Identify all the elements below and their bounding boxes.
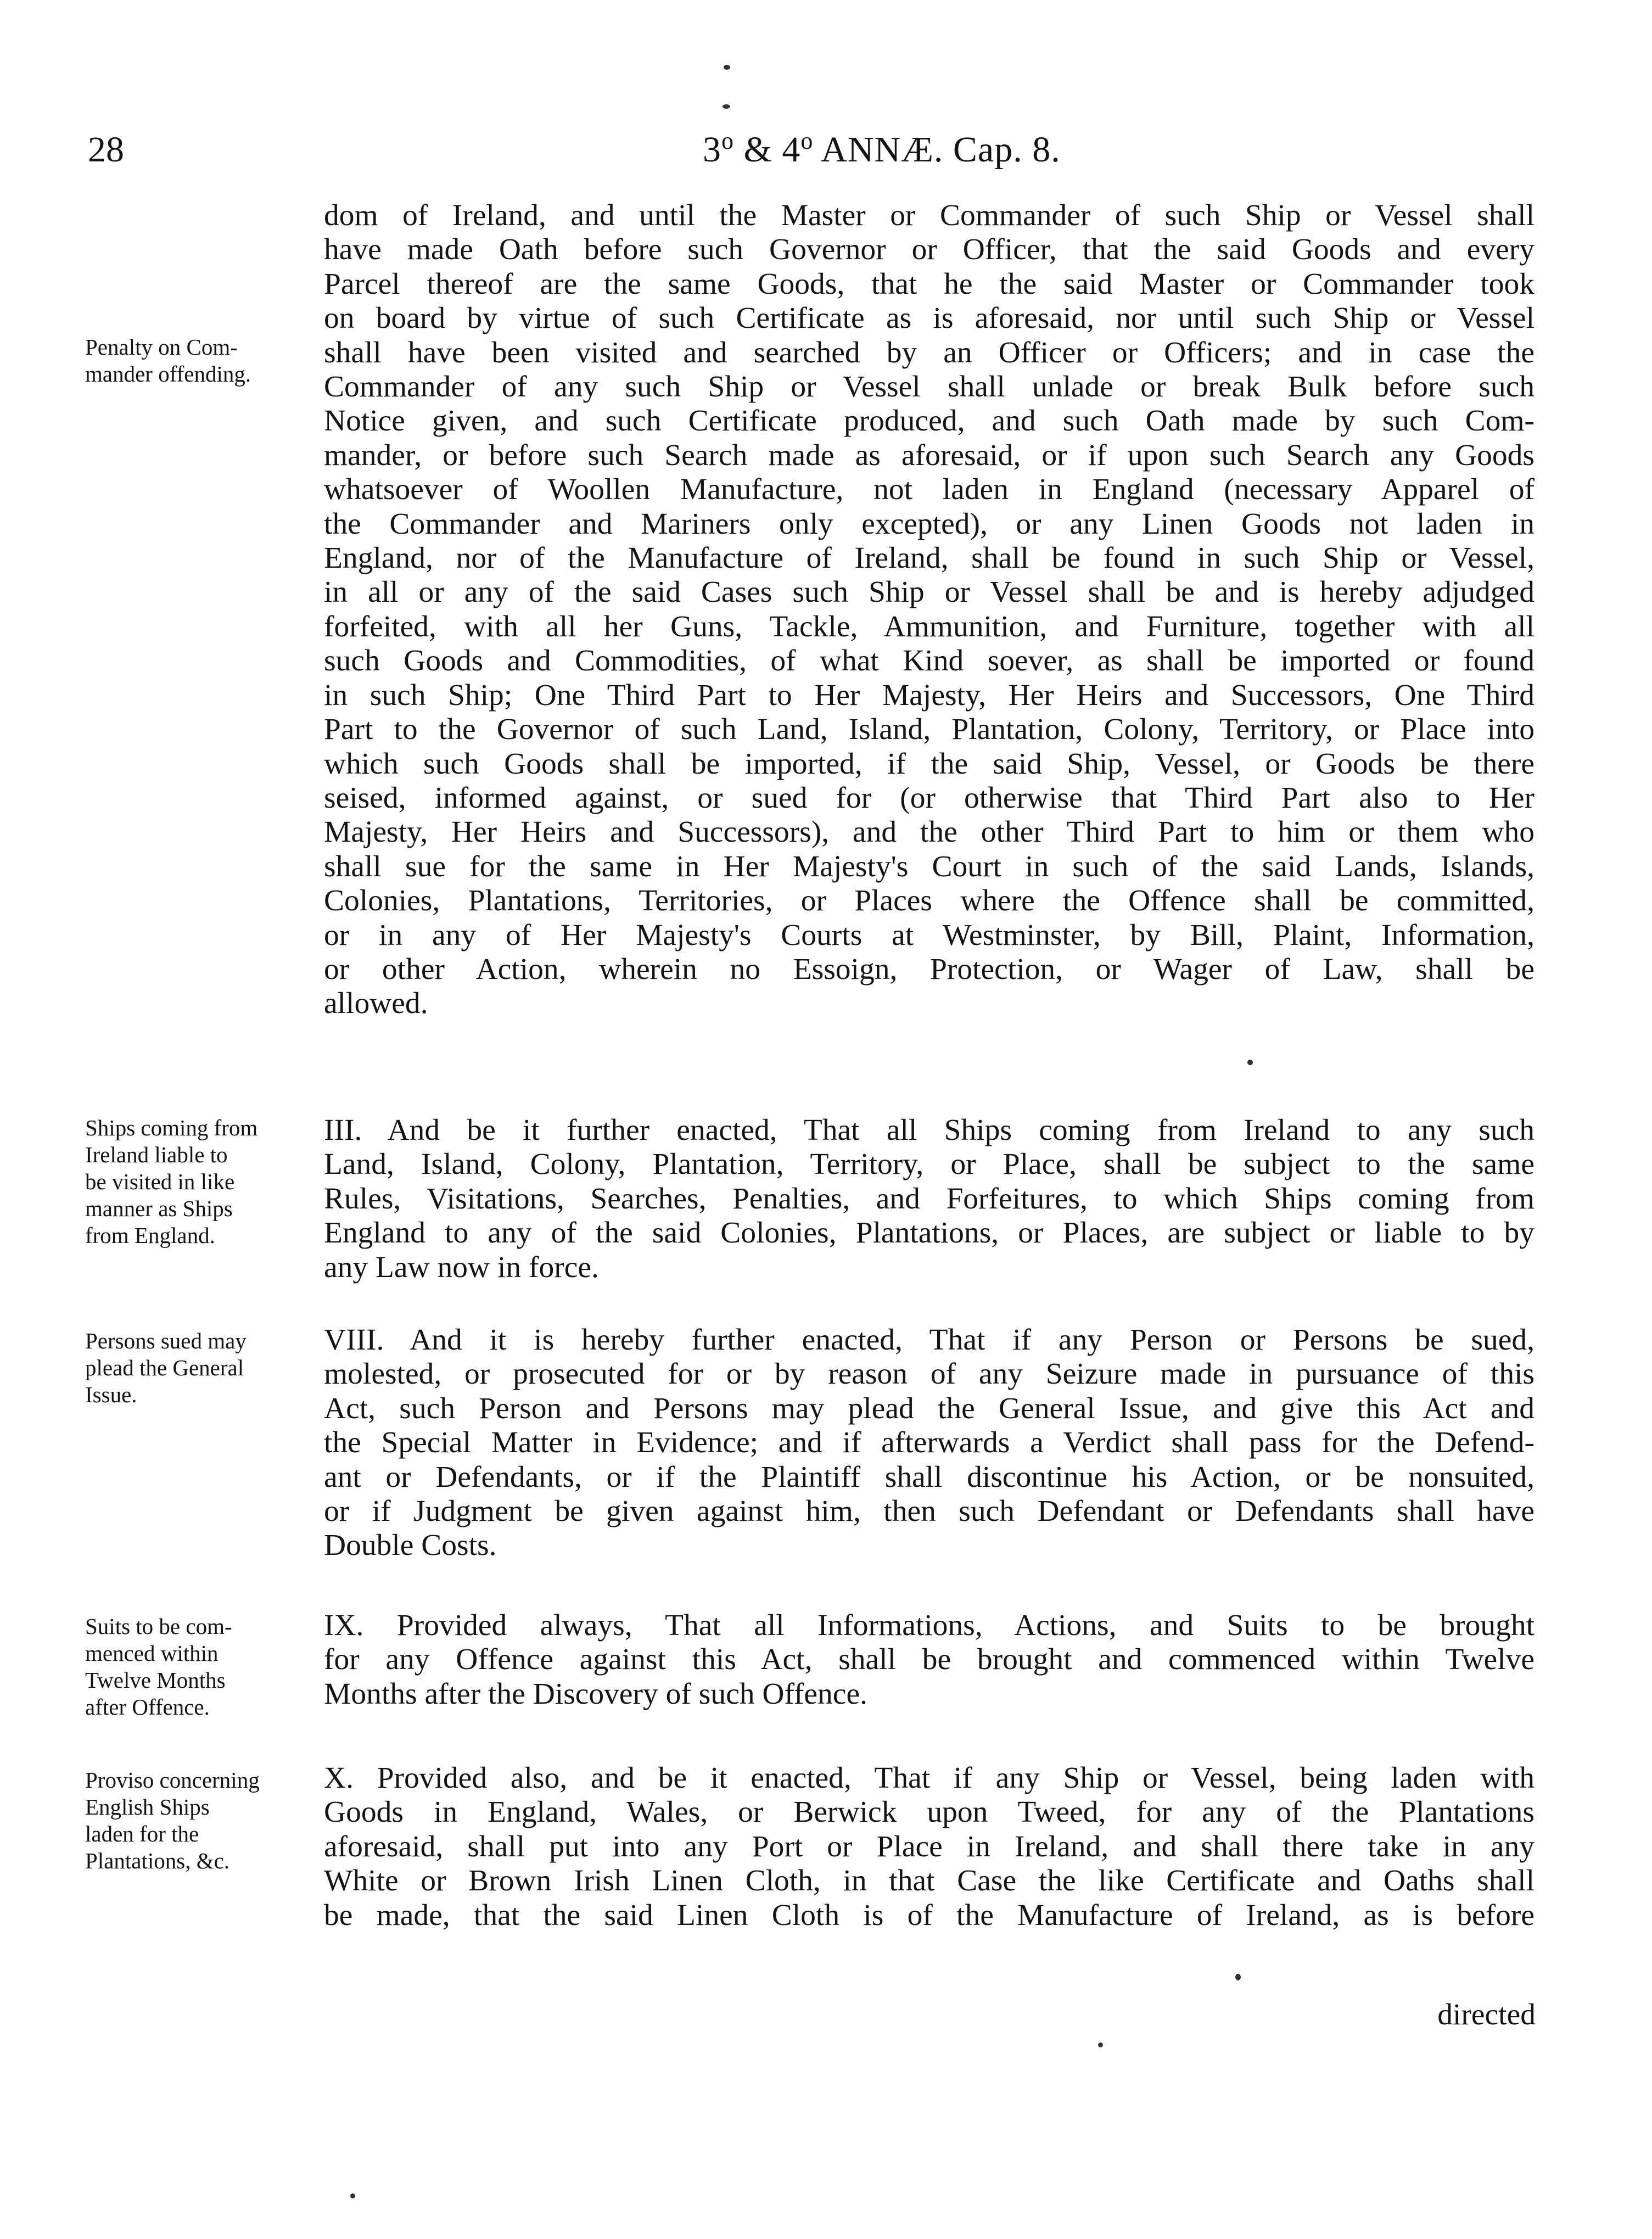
sidenote-line: Plantations, &c. <box>85 1848 230 1873</box>
paragraph-continuation <box>324 199 1535 1021</box>
catchword: directed <box>1437 1998 1536 2031</box>
text-line: mander, or before such Search made as aforesaid, or if upon such Search any Goods <box>324 438 1535 472</box>
sidenote-ships-from-ireland <box>85 1115 321 1249</box>
sidenote-proviso <box>85 1767 321 1874</box>
sidenote-line: Penalty on Com- <box>85 334 238 360</box>
sidenote-persons-sued <box>85 1328 321 1408</box>
running-head-regnal-year-1: 3 <box>703 130 721 170</box>
text-line: Goods in England, Wales, or Berwick upon Tweed, for any of the Plantations <box>324 1795 1535 1829</box>
text-line: Land, Island, Colony, Plantation, Territory, or Place, shall be subject to the same <box>324 1148 1535 1182</box>
text-line: which such Goods shall be imported, if the said Ship, Vessel, or Goods be there <box>324 747 1535 781</box>
text-line: for any Offence against this Act, shall be brought and commenced within Twelve <box>324 1643 1535 1677</box>
sidenote-line: laden for the <box>85 1821 199 1846</box>
text-line: be made, that the said Linen Cloth is of the Manufacture of Ireland, as is before <box>324 1898 1535 1932</box>
text-line: White or Brown Irish Linen Cloth, in that Case the like Certificate and Oaths shall <box>324 1864 1535 1898</box>
paragraph-section-vii <box>324 1113 1535 1285</box>
sidenote-line: from England. <box>85 1223 215 1248</box>
text-line: or in any of Her Majesty's Courts at Westminster, by Bill, Plaint, Information, <box>324 918 1535 952</box>
sidenote-line: Issue. <box>85 1382 137 1407</box>
text-line: Act, such Person and Persons may plead the General Issue, and give this Act and <box>324 1391 1535 1425</box>
text-line: such Goods and Commodities, of what Kind soever, as shall be imported or found <box>324 644 1535 678</box>
text-line: shall sue for the same in Her Majesty's Court in such of the said Lands, Islands, <box>324 849 1535 883</box>
text-line: Commander of any such Ship or Vessel shall unlade or break Bulk before such <box>324 370 1535 404</box>
text-line: the Commander and Mariners only excepted), or any Linen Goods not laden in <box>324 507 1535 541</box>
text-line: whatsoever of Woollen Manufacture, not laden in England (necessary Apparel of <box>324 473 1535 507</box>
sidenote-line: menced within <box>85 1641 219 1666</box>
text-line: shall have been visited and searched by an Officer or Officers; and in case the <box>324 335 1535 370</box>
running-head-regnal-year-2: & 4 <box>734 130 801 170</box>
degree-mark: o <box>721 127 734 154</box>
text-line: forfeited, with all her Guns, Tackle, Ammunition, and Furniture, together with all <box>324 609 1535 643</box>
sidenote-line: Persons sued may <box>85 1328 247 1353</box>
page-header <box>0 129 1652 178</box>
text-line: England, nor of the Manufacture of Ireland, shall be found in such Ship or Vessel, <box>324 541 1535 575</box>
sidenote-line: Ships coming from <box>85 1115 258 1140</box>
paragraph-section-ix <box>324 1609 1535 1711</box>
sidenote-line: plead the General <box>85 1355 244 1380</box>
sidenote-line: Suits to be com- <box>85 1614 232 1639</box>
text-line: on board by virtue of such Certificate as is aforesaid, nor until such Ship or Vessel <box>324 301 1535 335</box>
text-line: X. Provided also, and be it enacted, That if any Ship or Vessel, being laden with <box>324 1761 1535 1795</box>
text-line: or if Judgment be given against him, then such Defendant or Defendants shall have <box>324 1494 1535 1529</box>
text-line: Colonies, Plantations, Territories, or Places where the Offence shall be committed, <box>324 884 1535 918</box>
sidenote-line: Twelve Months <box>85 1667 226 1693</box>
text-line: any Law now in force. <box>324 1250 599 1284</box>
sidenote-line: Ireland liable to <box>85 1142 228 1167</box>
sidenote-line: be visited in like <box>85 1169 235 1194</box>
text-line: ant or Defendants, or if the Plaintiff shall discontinue his Action, or be nonsuited, <box>324 1460 1535 1494</box>
sidenote-line: manner as Ships <box>85 1196 233 1221</box>
text-line: Majesty, Her Heirs and Successors), and the other Third Part to him or them who <box>324 815 1535 849</box>
text-line: Part to the Governor of such Land, Island, Plantation, Colony, Territory, or Place into <box>324 713 1535 747</box>
page-number: 28 <box>88 130 124 170</box>
scan-speck <box>1235 1974 1241 1980</box>
text-line: seised, informed against, or sued for (or otherwise that Third Part also to Her <box>324 781 1535 815</box>
paragraph-section-viii <box>324 1323 1535 1563</box>
text-line: England to any of the said Colonies, Plantations, or Places, are subject or liable to by <box>324 1216 1535 1250</box>
text-line: VIII. And it is hereby further enacted, That if any Person or Persons be sued, <box>324 1323 1535 1357</box>
running-head <box>703 129 1061 171</box>
text-line: IX. Provided always, That all Informations, Actions, and Suits to be brought <box>324 1609 1535 1642</box>
running-head-title: ANNÆ. Cap. 8. <box>813 130 1061 170</box>
text-line: in all or any of the said Cases such Ship or Vessel shall be and is hereby adjudged <box>324 575 1535 609</box>
paragraph-section-x <box>324 1761 1535 1933</box>
text-line: have made Oath before such Governor or Officer, that the said Goods and every <box>324 233 1535 267</box>
text-line: Double Costs. <box>324 1529 497 1563</box>
scan-speck <box>350 2193 355 2198</box>
sidenote-line: English Ships <box>85 1794 210 1820</box>
sidenote-line: Proviso concerning <box>85 1767 260 1793</box>
scan-speck <box>724 65 730 70</box>
scan-speck <box>723 104 730 109</box>
text-line: molested, or prosecuted for or by reason of any Seizure made in pursuance of this <box>324 1357 1535 1391</box>
text-line: Notice given, and such Certificate produced, and such Oath made by such Com- <box>324 404 1535 438</box>
text-line: dom of Ireland, and until the Master or Commander of such Ship or Vessel shall <box>324 199 1535 232</box>
degree-mark: o <box>800 127 814 154</box>
text-line: Parcel thereof are the same Goods, that he the said Master or Commander took <box>324 267 1535 301</box>
scan-speck <box>1098 2042 1103 2047</box>
text-line: III. And be it further enacted, That all Ships coming from Ireland to any such <box>324 1113 1535 1147</box>
text-line: the Special Matter in Evidence; and if afterwards a Verdict shall pass for the Defend- <box>324 1426 1535 1460</box>
sidenote-penalty <box>85 334 321 388</box>
sidenote-suits <box>85 1613 321 1721</box>
scan-speck <box>1247 1060 1253 1065</box>
text-line: Months after the Discovery of such Offence. <box>324 1677 867 1711</box>
text-line: aforesaid, shall put into any Port or Place in Ireland, and shall there take in any <box>324 1829 1535 1863</box>
text-line: Rules, Visitations, Searches, Penalties, and Forfeitures, to which Ships coming from <box>324 1182 1535 1216</box>
text-line: allowed. <box>324 987 428 1021</box>
sidenote-line: mander offending. <box>85 361 251 387</box>
text-line: in such Ship; One Third Part to Her Majesty, Her Heirs and Successors, One Third <box>324 678 1535 712</box>
sidenote-line: after Offence. <box>85 1694 210 1720</box>
text-line: or other Action, wherein no Essoign, Protection, or Wager of Law, shall be <box>324 952 1535 986</box>
